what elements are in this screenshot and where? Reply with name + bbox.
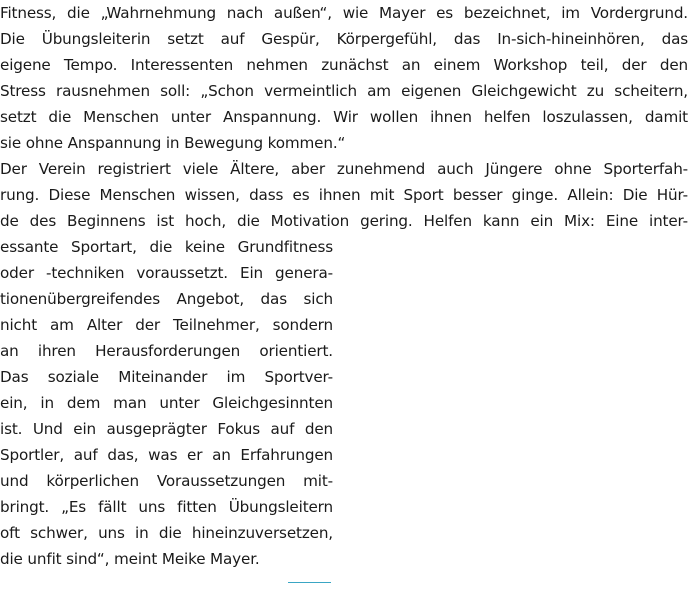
text-line: bringt. „Es fällt uns fitten Übungsleitern — [0, 498, 333, 516]
text-line: ist. Und ein ausgeprägter Fokus auf den — [0, 420, 333, 438]
text-line: Das soziale Miteinander im Sportver- — [0, 368, 333, 386]
text-line: rung. Diese Menschen wissen, dass es ihnen mit Sport besser ginge. Allein: Die Hür- — [0, 186, 688, 204]
text-line: die unfit sind“, meint Meike Mayer. — [0, 550, 260, 568]
text-line: eigene Tempo. Interessenten nehmen zunächst an einem Workshop teil, der den — [0, 56, 688, 74]
text-line: nicht am Alter der Teilnehmer, sondern — [0, 316, 333, 334]
text-line: tionenübergreifendes Angebot, das sich — [0, 290, 333, 308]
article-end-mark — [288, 582, 331, 583]
text-line: essante Sportart, die keine Grundfitness — [0, 238, 333, 256]
text-line: setzt die Menschen unter Anspannung. Wir wollen ihnen helfen loszulassen, damit — [0, 108, 688, 126]
text-line: Die Übungsleiterin setzt auf Gespür, Körpergefühl, das In-sich-hineinhören, das — [0, 30, 688, 48]
text-line: oder -techniken voraussetzt. Ein genera- — [0, 264, 333, 282]
text-line: Sportler, auf das, was er an Erfahrungen — [0, 446, 333, 464]
text-line: ein, in dem man unter Gleichgesinnten — [0, 394, 333, 412]
text-line: sie ohne Anspannung in Bewegung kommen.“ — [0, 134, 346, 152]
text-line: Stress rausnehmen soll: „Schon vermeintlich am eigenen Gleichgewicht zu scheitern, — [0, 82, 688, 100]
text-line: und körperlichen Voraussetzungen mit- — [0, 472, 333, 490]
text-line: de des Beginnens ist hoch, die Motivation gering. Helfen kann ein Mix: Eine inter- — [0, 212, 688, 230]
text-line: Fitness, die „Wahrnehmung nach außen“, wie Mayer es bezeichnet, im Vordergrund. — [0, 4, 688, 22]
text-line: oft schwer, uns in die hineinzuversetzen, — [0, 524, 333, 542]
text-line: an ihren Herausforderungen orientiert. — [0, 342, 333, 360]
text-line: Der Verein registriert viele Ältere, aber zunehmend auch Jüngere ohne Sporterfah- — [0, 160, 688, 178]
